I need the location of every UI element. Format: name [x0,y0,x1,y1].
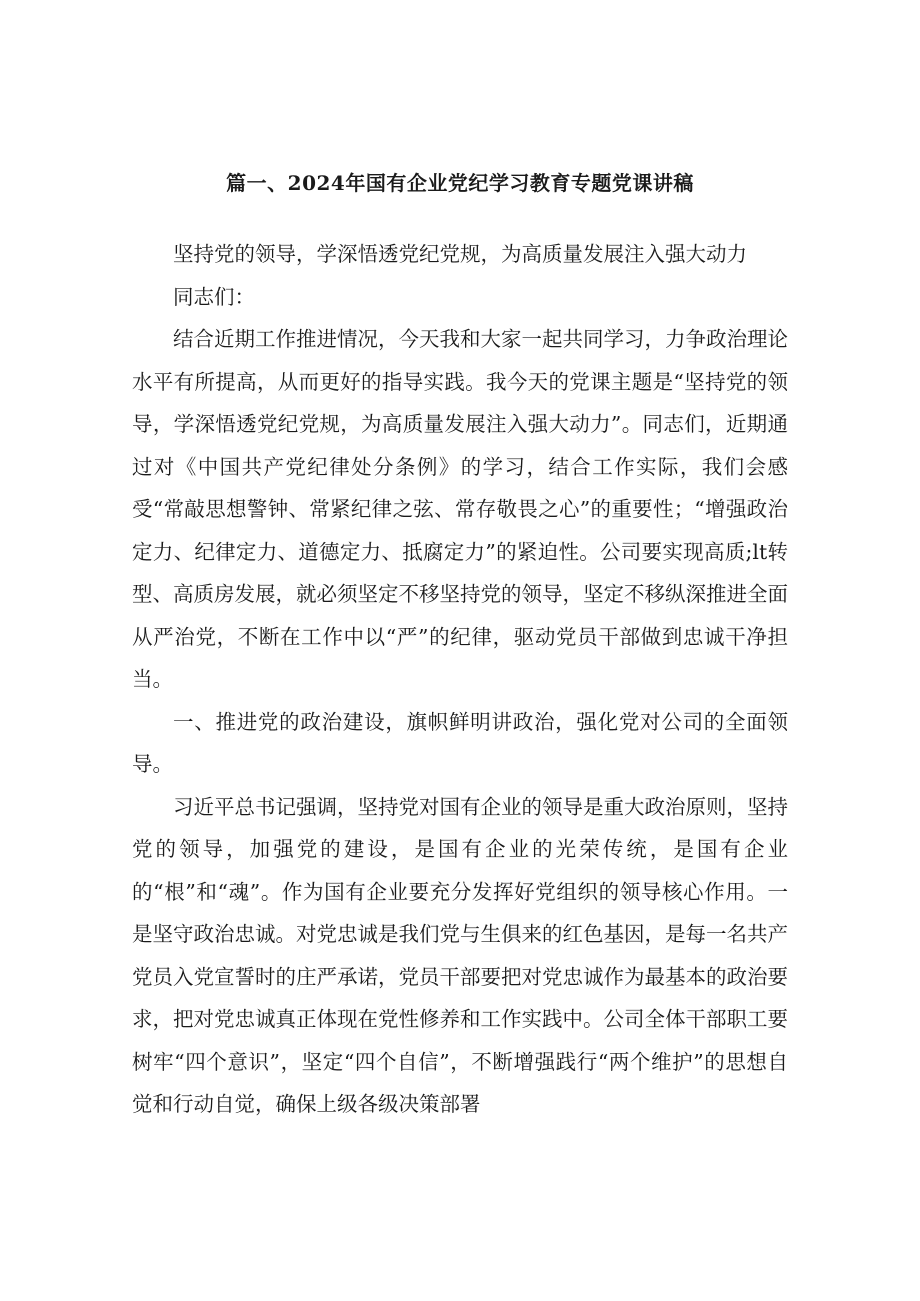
paragraph-section-heading: 一、推进党的政治建设，旗帜鲜明讲政治，强化党对公司的全面领导。 [132,709,788,776]
paragraph-intro: 结合近期工作推进情况，今天我和大家一起共同学习，力争政治理论水平有所提高，从而更好的指导实践。我今天的党课主题是“坚持党的领导，学深悟透党纪党规，为高质量发展注入强大动力”。同志们，近期通过对《中国共产党纪律处分条例》的学习，结合工作实际，我们会感受“常敲思想警钟、常紧纪律之弦、常存敬畏之心”的重要性；“增强政治定力、纪律定力、道德定力、抵腐定力”的紧迫性。公司要实现高质;lt转型、高质房发展，就必须坚定不移坚持党的领导，坚定不移纵深推进全面从严治党，不断在工作中以“严”的纪律，驱动党员干部做到忠诚干净担当。 [132,327,788,691]
document-title: 篇一、2024年国有企业党纪学习教育专题党课讲稿 [226,171,694,195]
paragraph-greeting: 同志们： [173,284,255,309]
paragraph-section-body: 习近平总书记强调，坚持党对国有企业的领导是重大政治原则，坚持党的领导，加强党的建设，是国有企业的光荣传统，是国有企业的“根”和“魂”。作为国有企业要充分发挥好党组织的领导核心作用。一是坚守政治忠诚。对党忠诚是我们党与生俱来的红色基因，是每一名共产党员入党宣誓时的庄严承诺，党员干部要把对党忠诚作为最基本的政治要求，把对党忠诚真正体现在党性修养和工作实践中。公司全体干部职工要树牢“四个意识”，坚定“四个自信”，不断增强践行“两个维护”的思想自觉和行动自觉，确保上级各级决策部署 [132,794,788,1116]
document-body [132,233,788,1126]
paragraph-subtitle: 坚持党的领导，学深悟透党纪党规，为高质量发展注入强大动力 [173,242,747,266]
